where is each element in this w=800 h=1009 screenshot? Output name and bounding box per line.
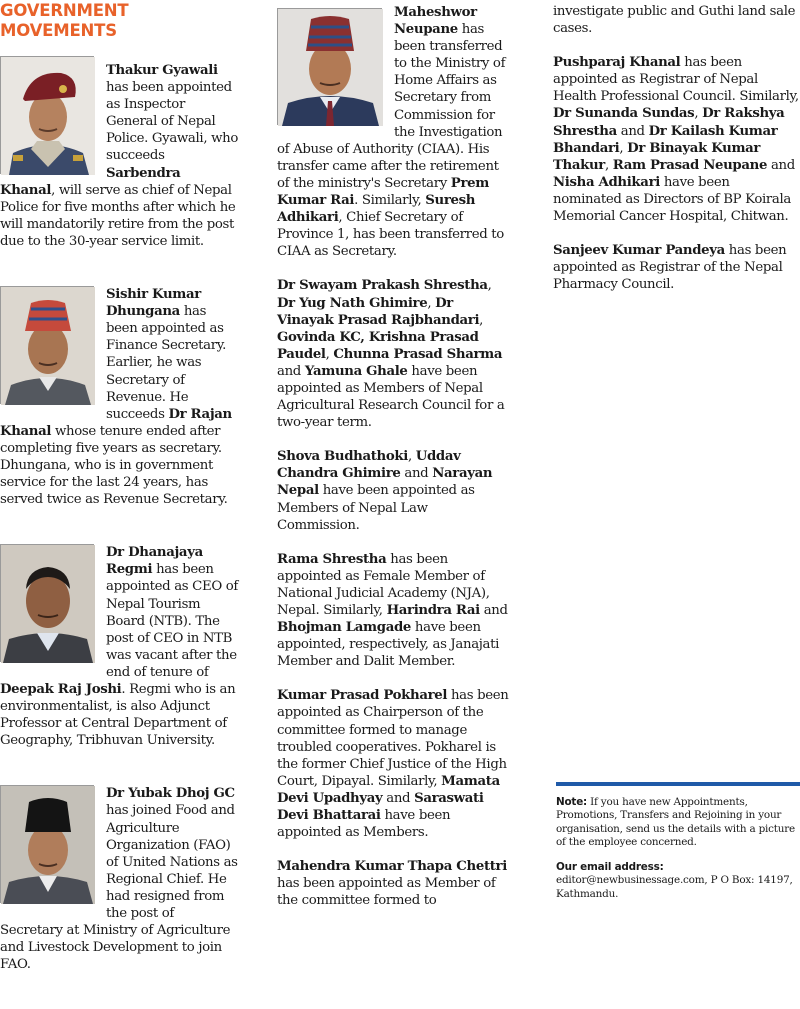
name-prem-kumar-rai: Prem Kumar Rai [277,175,489,209]
name: Yamuna Ghale [304,363,408,379]
text: have been appointed as Members. [277,808,451,841]
name: Kumar Prasad Pokharel [277,688,448,704]
portrait-photo-regmi [0,544,94,662]
note-body: If you have new Appointments, Promotions, Transfers and Rejoining in your organisation, send us the details with a picture of the employee concerned. [556,796,795,848]
portrait-photo-dhungana [0,286,94,404]
text: . Similarly, [354,193,426,209]
note-label: Note: [556,796,588,808]
entry-nja [277,551,509,671]
name: Mamata Devi Upadhyay [277,773,500,806]
name: Pushparaj Khanal [553,55,681,71]
text: , [479,312,484,328]
text: has joined Food and Agriculture Organization (FAO) of United Nations as Regional Chief. He had resigned from the post of Secretary at Ministry of Agriculture and Livestock Development to join FAO. [0,803,238,973]
name: Dr Rakshya Shrestha [553,106,785,139]
entry-law-commission [277,448,509,533]
name: Dr Vinayak Prasad Rajbhandari [277,295,480,328]
text: , [604,157,613,173]
text: has been appointed as Female Member of National Judicial Academy (NJA), Nepal. Similarly, [277,551,490,618]
name: Nisha Adhikari [553,174,660,190]
email-address: editor@newbusinessage.com, P O Box: 14197, Kathmandu. [556,874,793,900]
text: , will serve as chief of Nepal Police for five months after which he will mandatorily retire from the post due to the 30-year service limit. [0,182,236,249]
text: , [407,449,416,465]
note-text [556,796,800,849]
name: Dr Sunanda Sundas [553,106,695,122]
entry-thapa-chettri [277,858,509,909]
name: Govinda KC, Krishna Prasad Paudel [277,329,479,362]
entry-pandeya [553,242,800,293]
name-dr-dhanajaya-regmi: Dr Dhanajaya Regmi [106,545,203,578]
text: . Regmi who is an environmentalist, is also Adjunct Professor at Central Department of Geography, Tribhuvan University. [0,682,236,749]
name: Dr Swayam Prakash Shrestha [277,278,488,294]
section-title: GOVERNMENT MOVEMENTS [0,1,129,40]
text: and [767,157,795,173]
name: Chunna Prasad Sharma [333,346,503,362]
text: has been appointed as Registrar of the Nepal Pharmacy Council. [553,243,787,293]
name: Rama Shrestha [277,551,387,567]
text: , [325,346,334,362]
text: has been appointed as Member of the committee formed to [277,876,496,909]
text: investigate public and Guthi land sale cases. [553,4,796,37]
text: has been transferred to the Ministry of Home Affairs as Secretary from Commission for the Investigation of Abuse of Authority (CIAA). His transfer came after the retirement of the ministry's Secretary [277,22,506,191]
text: have been nominated as Directors of BP Koirala Memorial Cancer Hospital, Chitwan. [553,174,791,225]
entry-pushparaj-khanal [553,54,800,225]
name-suresh-adhikari: Suresh Adhikari [277,193,476,226]
name: Mahendra Kumar Thapa Chettri [277,859,507,875]
name: Uddav Chandra Ghimire [277,449,461,482]
name: Ram Prasad Neupane [612,157,768,173]
text: and [382,790,415,806]
text: have been appointed, respectively, as Janajati Member and Dalit Member. [277,620,500,670]
name: Dr Binayak Kumar Thakur [553,140,761,173]
note-box [556,782,800,901]
name: Dr Kailash Kumar Bhandari [553,123,778,156]
text: have been appointed as Members of Nepal Law Commission. [277,483,475,533]
portrait-photo-gyawali [0,56,94,174]
column-3 [553,3,800,310]
entry-gc [0,785,238,973]
text: and [400,466,433,482]
entry-dhungana [0,286,238,508]
name: Saraswati Devi Bhattarai [277,790,484,824]
name-dr-rajan-khanal: Dr Rajan Khanal [0,406,232,439]
name-maheshwor-neupane: Maheshwor Neupane [394,5,477,38]
entry-narc-members [277,277,509,431]
text: and [479,603,508,618]
text: has been appointed as CEO of Nepal Tourism Board (NTB). The post of CEO in NTB was vacant after the end of tenure of [106,562,238,680]
text: , [694,106,703,122]
entry-cooperatives [277,687,509,841]
text: , [427,295,436,311]
text: , Chief Secretary of Province 1, has been transferred to CIAA as Secretary. [277,210,504,260]
entry-regmi [0,544,238,749]
text: has been appointed as Registrar of Nepal Health Professional Council. Similarly, [553,55,799,105]
email-info [556,861,800,901]
text: have been appointed as Members of Nepal Agricultural Research Council for a two-year term. [277,363,505,431]
text: and [277,363,305,379]
name-dr-yubak-dhoj-gc: Dr Yubak Dhoj GC [106,786,235,802]
portrait-photo-neupane [277,8,382,125]
entry-continuation [553,3,800,37]
column-2 [277,4,509,927]
text: whose tenure ended after completing five years as secretary. Dhungana, who is in government service for the last 24 years, has served twice as Revenue Secretary. [0,423,228,508]
name: Shova Budhathoki [277,449,408,465]
text: , [619,140,628,156]
name-deepak-raj-joshi: Deepak Raj Joshi [0,682,122,697]
email-label: Our email address: [556,861,664,874]
text: , [487,278,492,294]
entry-neupane [277,4,509,260]
column-1 [0,0,238,1009]
text: has been appointed as Chairperson of the committee formed to manage troubled cooperatives. Pokharel is the former Chief Justice of the High Court, Dipayal. Similarly, [277,688,509,789]
text: has been appointed as Finance Secretary. Earlier, he was Secretary of Revenue. He succeeds [106,304,227,422]
text: has been appointed as Inspector General of Nepal Police. Gyawali, who succeeds [106,80,238,164]
name-thakur-gyawali: Thakur Gyawali [106,63,218,78]
name-sarbendra-khanal: Sarbendra Khanal [0,165,181,198]
name: Bhojman Lamgade [277,620,412,636]
name: Dr Yug Nath Ghimire [277,295,428,311]
portrait-photo-gc [0,785,94,903]
name: Narayan Nepal [277,466,493,499]
name: Harindra Rai [386,603,480,618]
text: and [616,123,649,139]
name: Sanjeev Kumar Pandeya [553,243,725,259]
entry-gyawali [0,62,238,250]
name-sishir-kumar-dhungana: Sishir Kumar Dhungana [106,287,201,320]
